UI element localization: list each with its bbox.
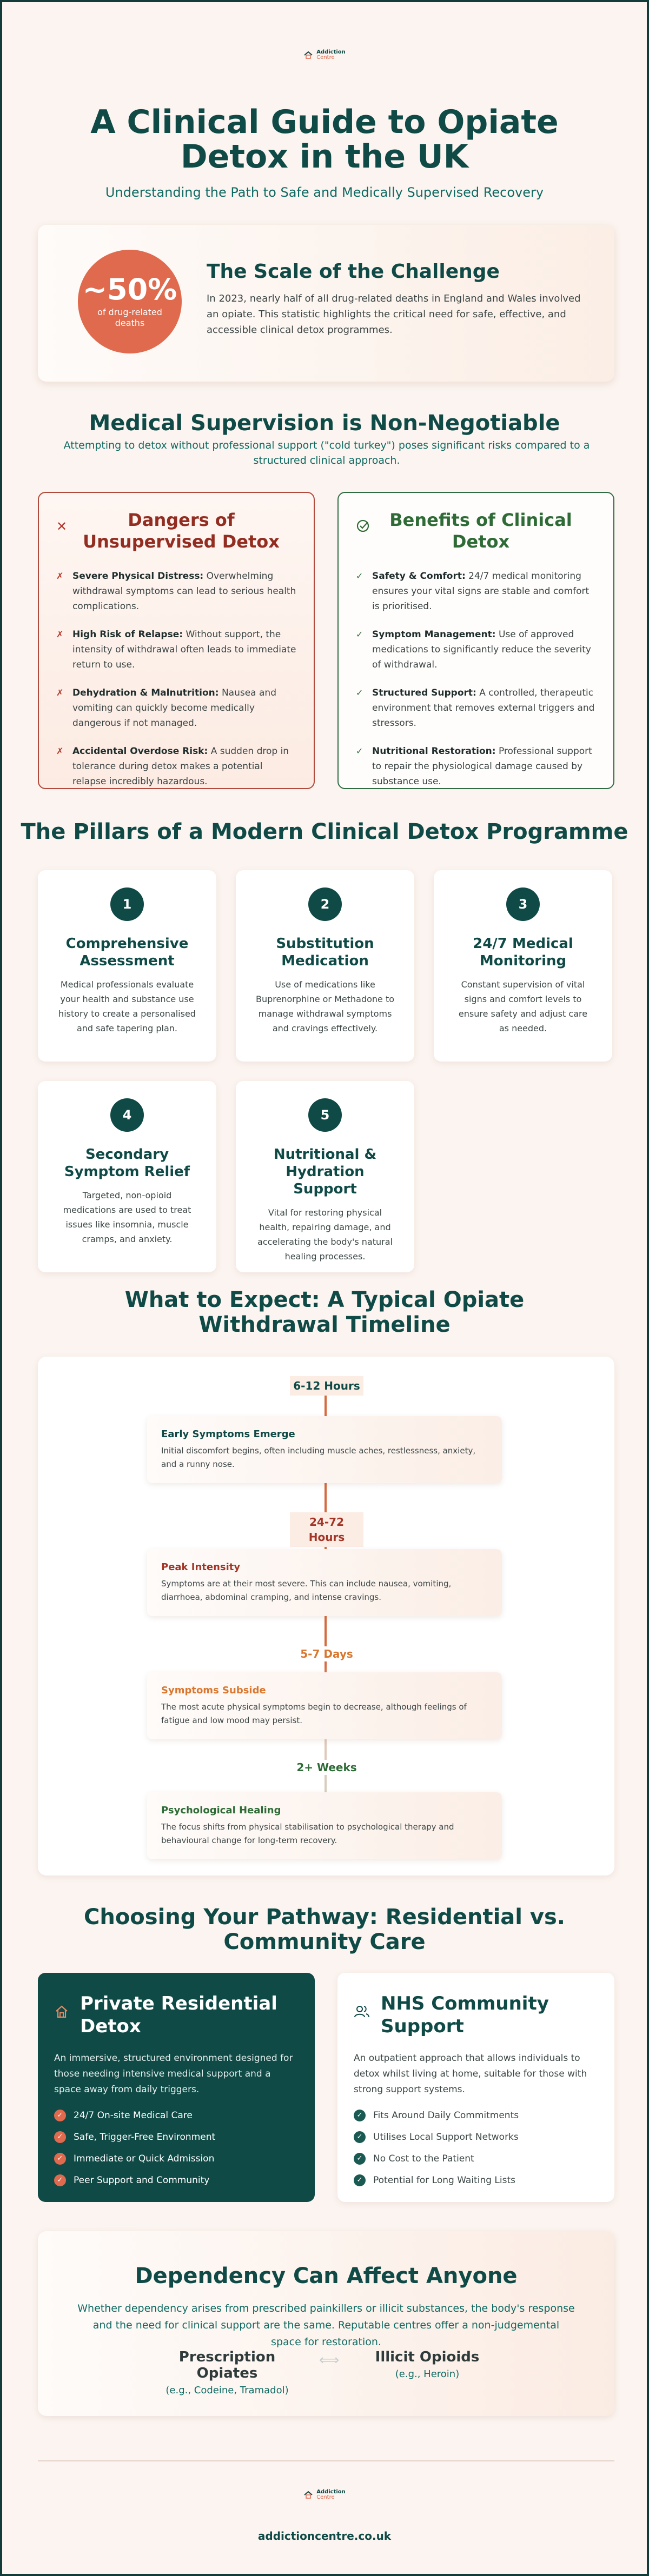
pillar-number: 4: [110, 1098, 144, 1132]
check-icon: ✓: [54, 2131, 66, 2143]
nhs-list-item: [354, 2153, 598, 2165]
dangers-item-text: [72, 685, 296, 731]
stat-label: of drug-related deaths: [97, 307, 162, 328]
scale-card: [38, 225, 614, 382]
benefits-item: [356, 569, 596, 614]
pillar-card: [236, 1081, 414, 1272]
cross-icon: ✗: [56, 688, 64, 698]
cross-icon: ✗: [56, 746, 64, 756]
nhs-list: [354, 2110, 598, 2186]
timeline-card-title: Peak Intensity: [161, 1561, 241, 1573]
timeline-panel: [38, 1357, 614, 1876]
dependency-right: [346, 2349, 508, 2380]
pillar-text: Vital for restoring physical health, repairing damage, and accelerating the body's natural healing processes.: [257, 1207, 393, 1262]
nhs-title: NHS Community Support: [381, 1993, 549, 2037]
residential-title: Private Residential Detox: [80, 1993, 277, 2037]
timeline-card: [147, 1416, 502, 1483]
dependency-text: Whether dependency arises from prescribed painkillers or illicit substances, the body's response and the need for clinical support are the same. Reputable centres offer a non-judgemental space for restoration.: [77, 2303, 575, 2348]
benefits-item-label: Symptom Management:: [372, 629, 496, 640]
benefits-title: Benefits of Clinical Detox: [389, 510, 572, 552]
pillar-card: [38, 870, 216, 1062]
house-logo-icon: [303, 2491, 313, 2499]
pillars-title: The Pillars of a Modern Clinical Detox Programme: [21, 819, 628, 844]
benefits-card: [337, 492, 614, 789]
check-icon: ✓: [354, 2153, 366, 2165]
check-icon: ✓: [356, 571, 363, 581]
timeline-card-text: Symptoms are at their most severe. This can include nausea, vomiting, diarrhoea, abdominal cramping, and intense cravings.: [161, 1579, 452, 1602]
check-icon: ✓: [54, 2110, 66, 2121]
pillar-text: Medical professionals evaluate your health and substance use history to create a personalised and safe tapering plan.: [58, 979, 196, 1033]
stat-circle: [78, 250, 182, 353]
residential-list-label: Immediate or Quick Admission: [74, 2153, 215, 2164]
pillar-title: 24/7 Medical Monitoring: [473, 936, 573, 969]
benefits-item-desc: A controlled, therapeutic environment that removes external triggers and stressors.: [372, 688, 595, 729]
check-icon: ✓: [354, 2110, 366, 2121]
dangers-item-desc: Nausea and vomiting can quickly become medically dangerous if not managed.: [72, 688, 276, 729]
pillar-number: 3: [506, 887, 540, 921]
website-link[interactable]: addictioncentre.co.uk: [257, 2530, 392, 2542]
dependency-left-title: Prescription Opiates: [178, 2349, 276, 2381]
dangers-list: [56, 569, 296, 789]
logo-sub: Centre: [316, 55, 335, 61]
dangers-item-text: [72, 569, 296, 614]
cross-icon: ✗: [56, 571, 64, 581]
benefits-item: [356, 685, 596, 731]
residential-list-item: [54, 2131, 299, 2143]
pillar-number: 1: [110, 887, 144, 921]
benefits-item-desc: Use of approved medications to significantly reduce the severity of withdrawal.: [372, 629, 591, 670]
timeline-title: What to Expect: A Typical Opiate Withdrawal Timeline: [124, 1287, 525, 1337]
nhs-list-item: [354, 2174, 598, 2186]
timeline-card-text: The focus shifts from physical stabilisation to psychological therapy and behavioural change for long-term recovery.: [161, 1822, 454, 1845]
dangers-item-desc: Overwhelming withdrawal symptoms can lead to serious health complications.: [72, 571, 296, 612]
page-subtitle: Understanding the Path to Safe and Medically Supervised Recovery: [105, 185, 544, 200]
check-icon: ✓: [356, 746, 363, 756]
dependency-right-title: Illicit Opioids: [375, 2349, 480, 2365]
benefits-list: [356, 569, 596, 789]
timeline-card-text: The most acute physical symptoms begin to decrease, although feelings of fatigue and low mood may persist.: [161, 1702, 467, 1725]
footer-logo[interactable]: [2, 2490, 647, 2500]
nhs-card: [337, 1973, 614, 2202]
supervision-subtitle: Attempting to detox without professional support ("cold turkey") poses significant risks compared to a structured clinical approach.: [63, 439, 590, 466]
dependency-title: Dependency Can Affect Anyone: [135, 2264, 518, 2288]
check-icon: ✓: [54, 2153, 66, 2165]
nhs-desc: An outpatient approach that allows individuals to detox whilst living at home, suitable for those with strong support systems.: [354, 2053, 587, 2095]
benefits-item: [356, 627, 596, 672]
pillar-title: Substitution Medication: [276, 936, 374, 969]
logo-name: Addiction: [316, 49, 346, 55]
scale-text: In 2023, nearly half of all drug-related deaths in England and Wales involved an opiate. This statistic highlights the critical need for safe, effective, and accessible clinical detox programmes.: [207, 293, 581, 336]
page-title: A Clinical Guide to Opiate Detox in the UK: [90, 103, 559, 176]
pillar-title: Comprehensive Assessment: [65, 936, 189, 969]
benefits-item-desc: Professional support to repair the physiological damage caused by substance use.: [372, 746, 592, 787]
footer-logo-sub: Centre: [316, 2494, 335, 2500]
dependency-right-sub: (e.g., Heroin): [395, 2368, 460, 2380]
pillar-text: Targeted, non-opioid medications are used to treat issues like insomnia, muscle cramps, and anxiety.: [63, 1190, 191, 1244]
timeline-badge: 5-7 Days: [290, 1646, 363, 1661]
pillar-text: Constant supervision of vital signs and comfort levels to ensure safety and adjust care as needed.: [458, 979, 588, 1033]
dependency-left-sub: (e.g., Codeine, Tramadol): [165, 2385, 289, 2396]
timeline-badge: 24-72 Hours: [290, 1512, 363, 1547]
dangers-item-label: Severe Physical Distress:: [72, 571, 204, 582]
dangers-item: [56, 744, 296, 789]
dangers-item: [56, 685, 296, 731]
nhs-list-item: [354, 2131, 598, 2143]
pillar-card: [434, 870, 612, 1062]
dangers-title: Dangers of Unsupervised Detox: [83, 510, 280, 552]
check-icon: ✓: [54, 2174, 66, 2186]
residential-desc: An immersive, structured environment designed for those needing intensive medical support and a space away from daily triggers.: [54, 2053, 293, 2095]
dangers-item-label: High Risk of Relapse:: [72, 629, 183, 640]
footer-divider: [38, 2460, 614, 2461]
dangers-item-desc: A sudden drop in tolerance during detox makes a potential relapse incredibly hazardous.: [72, 746, 289, 787]
timeline-card-title: Symptoms Subside: [161, 1685, 266, 1696]
dangers-item-text: [72, 744, 296, 789]
timeline-card-title: Early Symptoms Emerge: [161, 1429, 295, 1440]
pillar-number: 5: [308, 1098, 342, 1132]
pathway-title: Choosing Your Pathway: Residential vs. Community Care: [83, 1905, 566, 1954]
dangers-item: [56, 569, 296, 614]
benefits-item-label: Safety & Comfort:: [372, 571, 466, 582]
logo-text: [316, 50, 346, 61]
benefits-item-label: Structured Support:: [372, 688, 476, 698]
pillar-text: Use of medications like Buprenorphine or Methadone to manage withdrawal symptoms and cravings effectively.: [255, 979, 395, 1033]
benefits-item-text: [372, 569, 596, 614]
benefits-item-desc: 24/7 medical monitoring ensures your vital signs are stable and comfort is prioritised.: [372, 571, 590, 612]
footer-logo-text: [316, 2490, 346, 2500]
dependency-left: [146, 2349, 308, 2396]
timeline-card: [147, 1792, 502, 1859]
people-icon: [354, 2004, 370, 2023]
residential-list-item: [54, 2153, 299, 2165]
double-arrow-icon: ⟺: [319, 2352, 340, 2368]
residential-list: [54, 2110, 299, 2186]
check-icon: ✓: [354, 2131, 366, 2143]
benefits-item-label: Nutritional Restoration:: [372, 746, 496, 757]
nhs-list-item: [354, 2110, 598, 2121]
timeline-badge: 6-12 Hours: [290, 1376, 363, 1396]
footer-logo-name: Addiction: [316, 2489, 346, 2495]
stat-value: ~50%: [82, 272, 177, 306]
pillar-title: Secondary Symptom Relief: [64, 1146, 190, 1180]
header-logo[interactable]: [2, 2, 647, 61]
nhs-list-label: No Cost to the Patient: [373, 2153, 474, 2164]
dangers-item-label: Accidental Overdose Risk:: [72, 746, 208, 757]
timeline-card-title: Psychological Healing: [161, 1805, 281, 1816]
x-mark-icon: ✕: [56, 519, 68, 534]
nhs-list-label: Fits Around Daily Commitments: [373, 2110, 519, 2121]
residential-card: [38, 1973, 315, 2202]
scale-title: The Scale of the Challenge: [207, 261, 500, 283]
timeline-card-text: Initial discomfort begins, often including muscle aches, restlessness, anxiety, and a runny nose.: [161, 1446, 476, 1469]
timeline-card: [147, 1549, 502, 1616]
timeline-card: [147, 1672, 502, 1739]
dependency-card: [38, 2231, 614, 2416]
nhs-list-label: Utilises Local Support Networks: [373, 2132, 519, 2143]
pillar-card: [38, 1081, 216, 1272]
dangers-item-text: [72, 627, 296, 672]
dangers-card: [38, 492, 315, 789]
residential-list-item: [54, 2174, 299, 2186]
residential-list-label: 24/7 On-site Medical Care: [74, 2110, 193, 2121]
benefits-item-text: [372, 627, 596, 672]
check-icon: ✓: [356, 629, 363, 639]
pillar-number: 2: [308, 887, 342, 921]
supervision-title: Medical Supervision is Non-Negotiable: [89, 411, 560, 436]
benefits-item-text: [372, 744, 596, 789]
pillar-title: Nutritional & Hydration Support: [273, 1146, 377, 1197]
residential-list-item: [54, 2110, 299, 2121]
benefits-item: [356, 744, 596, 789]
check-icon: ✓: [356, 688, 363, 698]
cross-icon: ✗: [56, 629, 64, 639]
check-circle-icon: [356, 519, 371, 536]
home-icon: [54, 2004, 69, 2023]
dangers-item-desc: Without support, the intensity of withdrawal often leads to immediate return to use.: [72, 629, 296, 670]
benefits-item-text: [372, 685, 596, 731]
dangers-item-label: Dehydration & Malnutrition:: [72, 688, 219, 698]
dangers-item: [56, 627, 296, 672]
timeline-badge: 2+ Weeks: [290, 1760, 363, 1775]
pillar-card: [236, 870, 414, 1062]
residential-list-label: Peer Support and Community: [74, 2175, 210, 2186]
check-icon: ✓: [354, 2174, 366, 2186]
house-logo-icon: [303, 51, 313, 59]
residential-list-label: Safe, Trigger-Free Environment: [74, 2132, 216, 2143]
nhs-list-label: Potential for Long Waiting Lists: [373, 2175, 515, 2186]
